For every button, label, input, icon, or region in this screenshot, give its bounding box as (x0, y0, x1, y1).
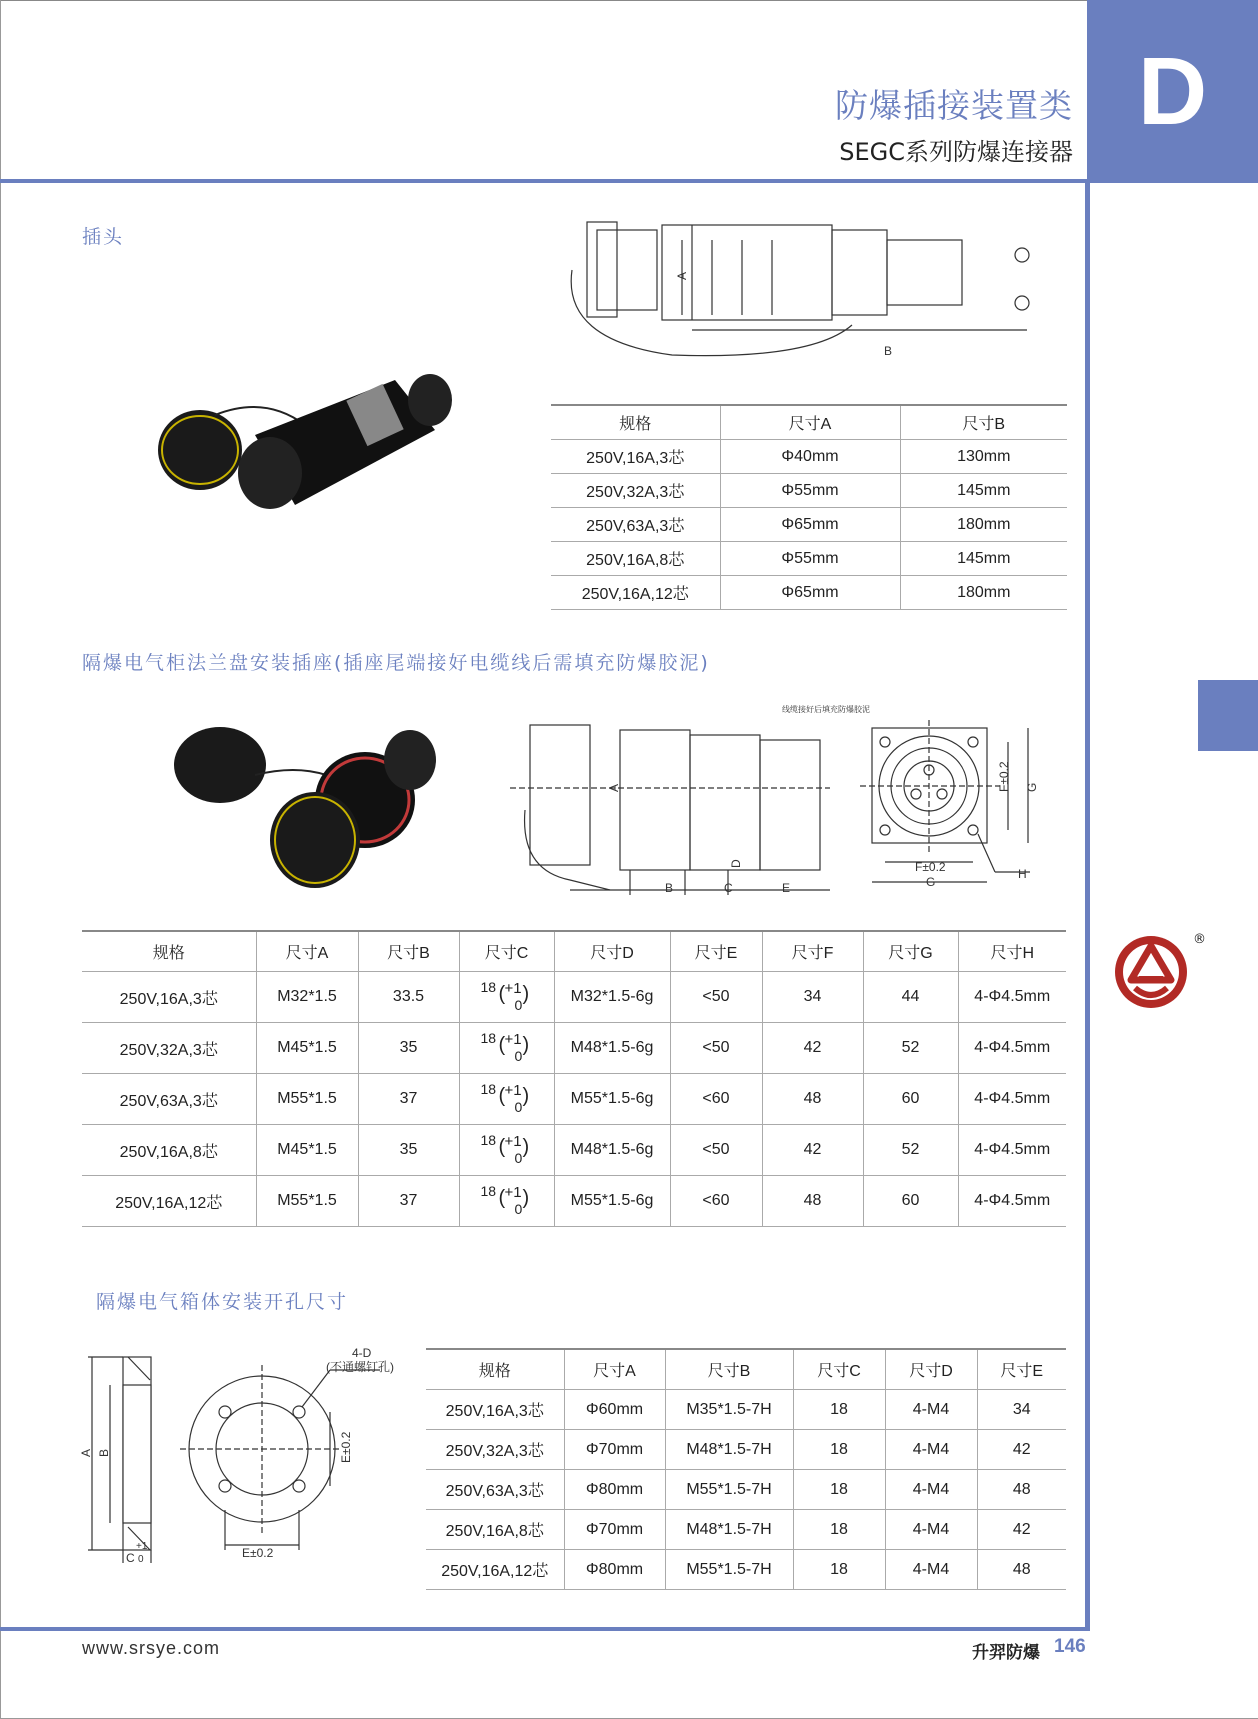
tolerance-upper: +1 (504, 1132, 522, 1150)
table-cell: Φ70mm (564, 1430, 665, 1470)
table-cell: <50 (670, 972, 762, 1023)
company-logo (1113, 932, 1206, 1016)
tolerance-cell (459, 972, 554, 1023)
table-cell: M55*1.5 (256, 1176, 358, 1227)
table-row (82, 1176, 1066, 1227)
table-cell: 42 (977, 1510, 1066, 1550)
table-cell: 52 (863, 1023, 958, 1074)
tolerance-base: 18 (480, 978, 497, 995)
table-cell: 250V,16A,3芯 (82, 972, 256, 1023)
table-cell: <50 (670, 1125, 762, 1176)
table-cell: M48*1.5-7H (665, 1430, 793, 1470)
tolerance-lower: 0 (514, 1098, 523, 1115)
table-row (426, 1470, 1066, 1510)
header-cell: 尺寸C (459, 931, 554, 972)
header-cell: 尺寸D (554, 931, 670, 972)
tolerance-cell (459, 1023, 554, 1074)
table-cell: 4-Φ4.5mm (958, 1074, 1066, 1125)
table-cell: 250V,16A,8芯 (551, 542, 720, 576)
header-cell: 尺寸A (564, 1349, 665, 1390)
table-cell: 250V,16A,3芯 (551, 440, 720, 474)
socket-spec-table (82, 930, 1066, 1227)
tolerance-base: 18 (480, 1182, 497, 1199)
drawing-label-b: B (97, 1448, 111, 1457)
drawing-label-hole-count: 4-D (352, 1346, 372, 1360)
header-cell: 尺寸B (665, 1349, 793, 1390)
tolerance-cell (459, 1176, 554, 1227)
drawing-label-b: B (665, 881, 674, 895)
tolerance-close-paren: ) (522, 1186, 530, 1209)
plug-spec-table (551, 404, 1067, 610)
drawing-note: 线缆接好后填充防爆胶泥 (782, 705, 870, 714)
table-row (426, 1550, 1066, 1590)
table-cell: 18 (793, 1510, 885, 1550)
drawing-label-c-tol-upper: +1 (136, 1541, 148, 1552)
tolerance-close-paren: ) (522, 1033, 530, 1056)
header-cell: 规格 (551, 405, 720, 440)
table-row (551, 440, 1067, 474)
cutout-front-drawing (180, 1345, 410, 1564)
drawing-label-e-vertical: E±0.2 (339, 1431, 353, 1463)
header-cell: 尺寸C (793, 1349, 885, 1390)
header-cell: 尺寸D (885, 1349, 977, 1390)
table-row (551, 474, 1067, 508)
plug-drawing (552, 210, 1037, 389)
drawing-label-c: C (724, 881, 733, 895)
tolerance-close-paren: ) (522, 982, 530, 1005)
table-header-row (426, 1349, 1066, 1390)
table-cell: 4-M4 (885, 1470, 977, 1510)
drawing-label-f: F±0.2 (915, 860, 946, 874)
table-cell: 145mm (900, 542, 1067, 576)
plug-photo (145, 355, 475, 519)
table-cell: 48 (977, 1550, 1066, 1590)
tolerance-close-paren: ) (522, 1084, 530, 1107)
table-cell: 145mm (900, 474, 1067, 508)
section-letter-tab: D (1087, 0, 1258, 183)
table-cell: 4-Φ4.5mm (958, 1023, 1066, 1074)
drawing-label-g: G (926, 875, 936, 889)
section2-title: 隔爆电气柜法兰盘安装插座(插座尾端接好电缆线后需填充防爆胶泥) (82, 652, 710, 674)
table-cell: 250V,32A,3芯 (426, 1430, 564, 1470)
table-cell: Φ40mm (720, 440, 900, 474)
socket-side-drawing (510, 700, 840, 909)
tolerance-cell (459, 1074, 554, 1125)
table-cell: 33.5 (358, 972, 459, 1023)
tolerance-base: 18 (480, 1131, 497, 1148)
brand-name: 升羿防爆 (972, 1643, 1040, 1663)
side-index-tab (1198, 680, 1258, 751)
table-cell: 250V,32A,3芯 (551, 474, 720, 508)
table-cell: 250V,16A,12芯 (82, 1176, 256, 1227)
table-cell: 34 (977, 1390, 1066, 1430)
tolerance-lower: 0 (514, 1200, 523, 1217)
header-cell: 规格 (82, 931, 256, 972)
tolerance-upper: +1 (504, 1183, 522, 1201)
tolerance-upper: +1 (504, 1030, 522, 1048)
drawing-label-a: A (675, 271, 689, 280)
table-cell: M45*1.5 (256, 1023, 358, 1074)
table-cell: 250V,16A,8芯 (426, 1510, 564, 1550)
drawing-label-f-vertical: F±0.2 (997, 761, 1011, 792)
header-cell: 尺寸B (900, 405, 1067, 440)
table-cell: Φ55mm (720, 542, 900, 576)
table-row (426, 1390, 1066, 1430)
table-cell: 4-M4 (885, 1390, 977, 1430)
table-cell: 35 (358, 1023, 459, 1074)
table-cell: M32*1.5 (256, 972, 358, 1023)
tolerance-open-paren: ( (498, 1033, 506, 1056)
table-cell: 37 (358, 1074, 459, 1125)
table-cell: 130mm (900, 440, 1067, 474)
drawing-label-g-vertical: G (1025, 782, 1039, 792)
table-cell: 4-M4 (885, 1430, 977, 1470)
table-header-row (82, 931, 1066, 972)
table-cell: 37 (358, 1176, 459, 1227)
page-frame-top (0, 0, 1087, 1)
table-row (82, 1023, 1066, 1074)
drawing-label-h: H (1018, 867, 1027, 881)
table-cell: 42 (762, 1125, 863, 1176)
table-cell: 48 (762, 1074, 863, 1125)
table-cell: 180mm (900, 576, 1067, 610)
page-frame-left (0, 0, 1, 1719)
tolerance-base: 18 (480, 1080, 497, 1097)
header-cell: 规格 (426, 1349, 564, 1390)
tolerance-upper: +1 (504, 979, 522, 997)
website-link[interactable]: www.srsye.com (82, 1638, 221, 1658)
socket-photo (165, 720, 455, 904)
tolerance-open-paren: ( (498, 982, 506, 1005)
cutout-side-drawing (78, 1345, 168, 1569)
footer-rule (0, 1627, 1090, 1631)
table-cell: 4-M4 (885, 1550, 977, 1590)
header-cell: 尺寸F (762, 931, 863, 972)
table-row (551, 576, 1067, 610)
table-cell: 250V,16A,12芯 (426, 1550, 564, 1590)
table-cell: 60 (863, 1074, 958, 1125)
table-cell: 4-Φ4.5mm (958, 972, 1066, 1023)
table-cell: 4-Φ4.5mm (958, 1176, 1066, 1227)
series-title: SEGC系列防爆连接器 (839, 138, 1073, 166)
table-cell: M45*1.5 (256, 1125, 358, 1176)
header-cell: 尺寸E (670, 931, 762, 972)
table-cell: M35*1.5-7H (665, 1390, 793, 1430)
table-cell: 44 (863, 972, 958, 1023)
table-row (551, 542, 1067, 576)
section1-title: 插头 (82, 226, 125, 248)
table-cell: 60 (863, 1176, 958, 1227)
drawing-label-e: E (782, 881, 791, 895)
table-cell: <60 (670, 1074, 762, 1125)
header-cell: 尺寸B (358, 931, 459, 972)
tolerance-lower: 0 (514, 996, 523, 1013)
table-cell: M55*1.5 (256, 1074, 358, 1125)
tolerance-open-paren: ( (498, 1135, 506, 1158)
table-cell: 42 (977, 1430, 1066, 1470)
header-cell: 尺寸A (256, 931, 358, 972)
table-row (551, 508, 1067, 542)
table-cell: M55*1.5-7H (665, 1550, 793, 1590)
table-cell: 250V,63A,3芯 (426, 1470, 564, 1510)
table-cell: 48 (762, 1176, 863, 1227)
table-cell: 250V,63A,3芯 (551, 508, 720, 542)
table-cell: 42 (762, 1023, 863, 1074)
section3-title: 隔爆电气箱体安装开孔尺寸 (96, 1291, 349, 1313)
table-cell: <60 (670, 1176, 762, 1227)
header-cell: 尺寸G (863, 931, 958, 972)
table-cell: Φ80mm (564, 1550, 665, 1590)
table-cell: Φ65mm (720, 576, 900, 610)
table-cell: 4-Φ4.5mm (958, 1125, 1066, 1176)
table-cell: 52 (863, 1125, 958, 1176)
drawing-label-c: C (126, 1551, 135, 1565)
table-header-row (551, 405, 1067, 440)
tolerance-open-paren: ( (498, 1084, 506, 1107)
table-cell: M55*1.5-7H (665, 1470, 793, 1510)
table-cell: 250V,16A,8芯 (82, 1125, 256, 1176)
table-cell: 18 (793, 1390, 885, 1430)
header-cell: 尺寸H (958, 931, 1066, 972)
table-cell: M48*1.5-6g (554, 1023, 670, 1074)
table-row (82, 1074, 1066, 1125)
table-cell: 250V,16A,12芯 (551, 576, 720, 610)
table-cell: Φ60mm (564, 1390, 665, 1430)
tolerance-lower: 0 (514, 1047, 523, 1064)
socket-front-drawing (860, 720, 1050, 904)
category-title: 防爆插接装置类 (835, 86, 1073, 125)
table-cell: Φ80mm (564, 1470, 665, 1510)
table-cell: M32*1.5-6g (554, 972, 670, 1023)
header-cell: 尺寸E (977, 1349, 1066, 1390)
tolerance-lower: 0 (514, 1149, 523, 1166)
drawing-label-c-tol-lower: 0 (138, 1554, 144, 1565)
table-row (82, 1125, 1066, 1176)
drawing-label-b: B (884, 344, 893, 358)
table-cell: M55*1.5-6g (554, 1074, 670, 1125)
table-cell: 18 (793, 1550, 885, 1590)
table-cell: Φ70mm (564, 1510, 665, 1550)
table-cell: 180mm (900, 508, 1067, 542)
table-row (426, 1510, 1066, 1550)
drawing-label-d: D (729, 859, 743, 868)
right-rule (1085, 179, 1090, 1631)
table-cell: 18 (793, 1430, 885, 1470)
drawing-label-e-horizontal: E±0.2 (242, 1546, 274, 1560)
table-row (426, 1430, 1066, 1470)
table-cell: 250V,63A,3芯 (82, 1074, 256, 1125)
tolerance-close-paren: ) (522, 1135, 530, 1158)
header-rule (0, 179, 1090, 183)
drawing-label-hole-note: (不通螺钉孔) (326, 1360, 394, 1374)
table-cell: 18 (793, 1470, 885, 1510)
table-cell: 35 (358, 1125, 459, 1176)
tolerance-open-paren: ( (498, 1186, 506, 1209)
table-cell: 4-M4 (885, 1510, 977, 1550)
registered-mark: ® (1193, 932, 1206, 947)
table-cell: Φ55mm (720, 474, 900, 508)
table-cell: 250V,32A,3芯 (82, 1023, 256, 1074)
drawing-label-a: A (607, 783, 621, 792)
tolerance-upper: +1 (504, 1081, 522, 1099)
table-cell: 34 (762, 972, 863, 1023)
table-cell: Φ65mm (720, 508, 900, 542)
tolerance-base: 18 (480, 1029, 497, 1046)
table-cell: M48*1.5-6g (554, 1125, 670, 1176)
table-cell: M55*1.5-6g (554, 1176, 670, 1227)
drawing-label-a: A (79, 1448, 93, 1457)
tolerance-cell (459, 1125, 554, 1176)
table-cell: 250V,16A,3芯 (426, 1390, 564, 1430)
page-number: 146 (1054, 1636, 1086, 1657)
table-row (82, 972, 1066, 1023)
table-cell: 48 (977, 1470, 1066, 1510)
header-cell: 尺寸A (720, 405, 900, 440)
table-cell: <50 (670, 1023, 762, 1074)
table-cell: M48*1.5-7H (665, 1510, 793, 1550)
cutout-spec-table (426, 1348, 1066, 1590)
